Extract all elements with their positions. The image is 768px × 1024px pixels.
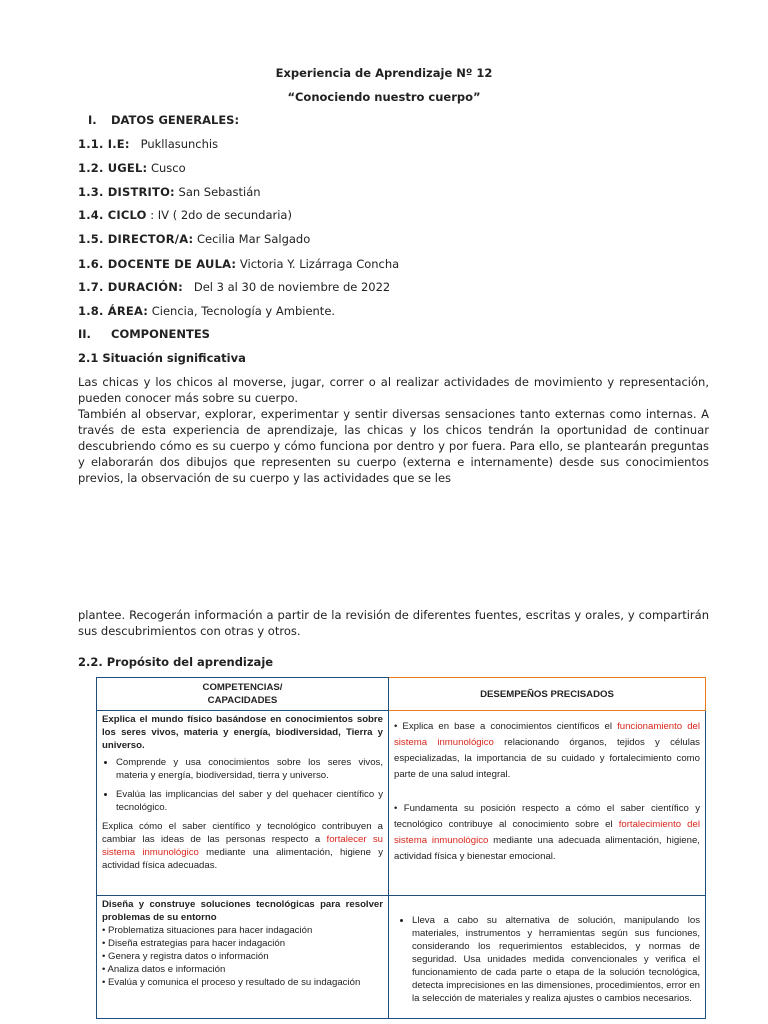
field-ie [78,137,218,152]
field-value: Cusco [150,161,186,175]
competencia-cell-1 [97,711,389,896]
list-item: • Lleva a cabo su alternativa de solución, manipulando los materiales, instrumentos y herramientas según sus funciones, considerando los requerimientos establecidos, y normas de seguridad. Usa unidades medida convencionales y verifica el funcionamiento de cada parte o etapa de la solución tecnológica, detecta imprecisiones en las dimensiones, procedimientos, error en la selección de materiales y realiza ajustes o cambios necesarios. [412,914,700,1005]
desempeno-text: relacionando órganos, tejidos y células especializadas, la importancia de su cuidado y fortalecimiento como parte de una salud integral. [394,737,700,780]
desempeno-text: Fundamenta su posición respecto a cómo el saber científico y tecnológico contribuye al conocimiento sobre el [394,803,700,830]
field-label: 1.4. CICLO [78,208,147,222]
list-item: • Problematiza situaciones para hacer indagación [102,925,313,936]
desempeno-highlight: fortalecimiento del sistema inmunológico [394,819,700,846]
header-competencias: COMPETENCIAS/ CAPACIDADES [97,678,389,711]
field-label: 1.7. DURACIÓN: [78,280,183,294]
field-ugel [78,161,186,176]
header-desempenos: DESEMPEÑOS PRECISADOS [389,678,706,711]
desempeno-list-2 [394,914,700,1005]
field-docente [78,257,399,272]
situacion-paragraph-3-text: plantee. Recogerán información a partir de la revisión de diferentes fuentes, escritas y orales, y compartirán sus descubrimientos con otras y otros. [78,608,709,638]
list-item: • Evalúa y comunica el proceso y resultado de su indagación [102,977,361,988]
field-duracion [78,280,390,295]
note-text: mediante una alimentación, higiene y actividad física adecuadas. [102,847,383,871]
field-value: Victoria Y. Lizárraga Concha [239,257,400,271]
list-item: • Analiza datos e información [102,964,226,975]
list-item: • Evalúa las implicancias del saber y del quehacer científico y tecnológico. [116,788,383,814]
competencia-title-1: Explica el mundo físico basándose en conocimientos sobre los seres vivos, materia y energía, biodiversidad, Tierra y universo. [102,714,383,751]
field-director [78,232,310,247]
field-label: 1.8. ÁREA: [78,304,149,318]
field-label: 1.3. DISTRITO: [78,185,175,199]
situacion-paragraph-2: También al observar, explorar, experimentar y sentir diversas sensaciones tanto externas como internas. A través de esta experiencia de aprendizaje, las chicas y los chicos tendrán la oportunidad de continuar descubriendo cómo es su cuerpo y cómo funciona por dentro y por fuera. Para ello, se plantearán preguntas y elaborarán dos dibujos que representen su cuerpo (externa e internamente) desde sus conocimientos previos, la observación de su cuerpo y las actividades que se les [78,407,709,485]
desempeno-text: mediante una adecuada alimentación, higiene, actividad física y bienestar emocional. [394,835,700,862]
document-title: Experiencia de Aprendizaje Nº 12 [275,66,493,80]
situacion-text [78,374,709,486]
field-area [78,304,335,319]
section-2-heading: COMPONENTES [111,327,210,341]
field-label: 1.5. DIRECTOR/A: [78,232,194,246]
capacidades-list-2 [102,924,383,989]
document-subtitle: “Conociendo nuestro cuerpo” [287,90,481,104]
desempeno-1: • Explica en base a conocimientos científicos el funcionamiento del sistema inmunológico relacionando órganos, tejidos y células especializadas, la importancia de su cuidado y fortalecimiento como parte de una salud integral. [394,721,700,780]
field-label: 1.6. DOCENTE DE AULA: [78,257,237,271]
table-row [97,896,706,1019]
competencias-table [96,677,706,1019]
field-ciclo [78,208,292,223]
list-item: • Comprende y usa conocimientos sobre los seres vivos, materia y energía, biodiversidad, tierra y universo. [116,756,383,782]
field-value: Del 3 al 30 de noviembre de 2022 [193,280,391,294]
desempeno-2: • Fundamenta su posición respecto a cómo el saber científico y tecnológico contribuye al conocimiento sobre el fortalecimiento del sistema inmunológico mediante una adecuada alimentación, higiene, actividad física y bienestar emocional. [394,803,700,862]
note-text: Explica cómo el saber científico y tecnológico contribuyen a cambiar las ideas de las personas respecto a [102,821,383,845]
section-2-number: II. [78,327,91,341]
field-label: 1.2. UGEL: [78,161,148,175]
field-value: San Sebastián [178,185,261,199]
subsection-proposito: 2.2. Propósito del aprendizaje [78,655,274,669]
field-value: Pukllasunchis [140,137,219,151]
situacion-paragraph-3 [78,607,709,639]
desempeno-text: Explica en base a conocimientos científicos el [402,721,618,732]
desempeno-cell-2 [389,896,706,1019]
situacion-paragraph-1: Las chicas y los chicos al moverse, jugar, correr o al realizar actividades de movimiento y representación, pueden conocer más sobre su cuerpo. [78,375,709,405]
subsection-situacion: 2.1 Situación significativa [78,351,246,365]
competencia-cell-2 [97,896,389,1019]
field-value: Ciencia, Tecnología y Ambiente. [151,304,336,318]
competencia-note [102,820,383,872]
competencia-title-2: Diseña y construye soluciones tecnológicas para resolver problemas de su entorno [102,899,383,923]
section-1-heading: DATOS GENERALES: [111,113,240,127]
capacidades-list-1 [102,756,383,814]
desempeno-cell-1 [389,711,706,896]
note-highlight: fortalecer su sistema inmunológico [102,834,383,858]
list-item: • Genera y registra datos o información [102,951,269,962]
table-row [97,711,706,896]
list-item: • Diseña estrategias para hacer indagación [102,938,286,949]
field-value: : IV ( 2do de secundaria) [150,208,292,222]
field-label: 1.1. I.E: [78,137,130,151]
desempeno-highlight: funcionamiento del sistema inmunológico [394,721,700,748]
section-1-number: I. [88,113,97,127]
field-distrito [78,185,261,200]
field-value: Cecilia Mar Salgado [196,232,311,246]
table-header-row [97,678,706,711]
